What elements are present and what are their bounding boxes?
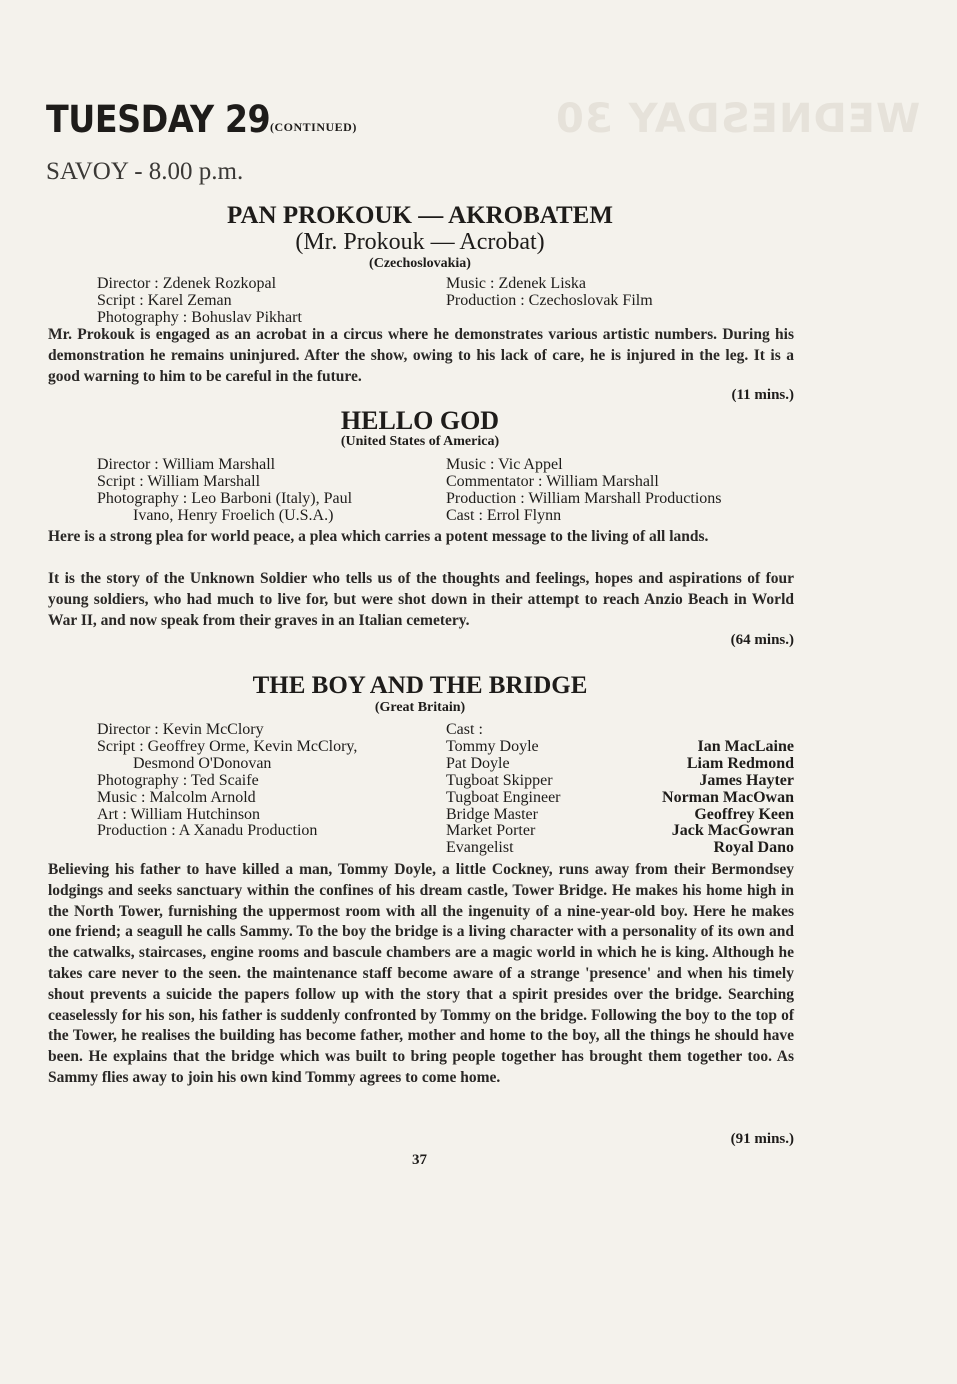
credit-director: Director : Kevin McClory — [97, 721, 264, 738]
credit-music: Music : Zdenek Liska — [446, 275, 586, 292]
day-heading — [46, 98, 357, 141]
film-duration: (11 mins.) — [731, 387, 794, 403]
credit-music: Music : Malcolm Arnold — [97, 789, 256, 806]
show-through-text: WEDNESDAY 30 — [555, 96, 921, 142]
cast-role: Bridge Master — [446, 806, 538, 823]
credit-photography: Photography : Leo Barboni (Italy), Paul — [97, 490, 353, 507]
film-subtitle: (Mr. Prokouk — Acrobat) — [295, 229, 545, 255]
credit-photography-cont: Ivano, Henry Froelich (U.S.A.) — [133, 507, 334, 524]
film-title: HELLO GOD — [340, 406, 500, 435]
credit-script: Script : Geoffrey Orme, Kevin McClory, — [97, 738, 358, 755]
credit-production: Production : William Marshall Productions — [446, 490, 722, 507]
venue-time: SAVOY - 8.00 p.m. — [46, 158, 244, 185]
credit-music: Music : Vic Appel — [446, 456, 563, 473]
day-title: TUESDAY 29 — [46, 98, 271, 141]
cast-role: Evangelist — [446, 839, 514, 856]
cast-actor: Norman MacOwan — [662, 789, 794, 806]
film-synopsis: Mr. Prokouk is engaged as an acrobat in a circus where he demonstrates various artistic numbers. During his demonstration he remains uninjured. After the show, owing to his lack of care, he is injured in the leg. It is a good warning to him to be careful in the future. — [48, 326, 794, 385]
film-country: (United States of America) — [340, 434, 500, 449]
cast-role: Market Porter — [446, 822, 536, 839]
cast-actor: Liam Redmond — [686, 755, 794, 772]
credit-production: Production : Czechoslovak Film — [446, 292, 653, 309]
credit-cast: Cast : Errol Flynn — [446, 507, 562, 524]
page-number: 37 — [412, 1152, 427, 1168]
credit-photography: Photography : Ted Scaife — [97, 772, 259, 789]
film-duration: (91 mins.) — [730, 1131, 794, 1147]
credit-director: Director : William Marshall — [97, 456, 276, 473]
cast-actor: Geoffrey Keen — [694, 806, 794, 823]
cast-actor: Ian MacLaine — [697, 738, 794, 755]
credit-director: Director : Zdenek Rozkopal — [97, 275, 277, 292]
film-title: THE BOY AND THE BRIDGE — [252, 672, 588, 699]
credit-script: Script : William Marshall — [97, 473, 261, 490]
film-duration: (64 mins.) — [730, 632, 794, 648]
film-synopsis: Believing his father to have killed a man, Tommy Doyle, a little Cockney, runs away from their Bermondsey lodgings and seeks sanctuary within the confines of his dream castle, Tower Bridge. He makes his home high in the North Tower, furnishing the uppermost room with all the ingenuity of a nine-year-old boy. Here he makes one friend; a seagull he calls Sammy. To the boy the bridge is a living character with a personality of its own and the catwalks, staircases, engine rooms and bascule chambers are a magic world in which he is king. Although he takes care never to the seen. the maintenance staff become aware of a strange 'presence' and when his timely shout prevents a suicide the papers follow up with the story that a spirit presides over the bridge. Searching ceaselessly for his son, his father is suddenly confronted by Tommy on the bridge. Following the boy to the top of the Tower, he realises the building has become father, mother and home to the boy, all the things he should have been. He explains that the bridge which was built to bring people together has brought them together too. As Sammy flies away to join his own kind Tommy agrees to come home. — [48, 861, 794, 1086]
cast-role: Tommy Doyle — [446, 738, 539, 755]
credit-script: Script : Karel Zeman — [97, 292, 232, 309]
credit-commentator: Commentator : William Marshall — [446, 473, 659, 490]
cast-label: Cast : — [446, 721, 483, 738]
film-country: (Czechoslovakia) — [369, 256, 471, 271]
cast-actor: Royal Dano — [713, 839, 794, 856]
cast-actor: James Hayter — [699, 772, 794, 789]
cast-role: Pat Doyle — [446, 755, 510, 772]
credit-production: Production : A Xanadu Production — [97, 822, 318, 839]
cast-role: Tugboat Skipper — [446, 772, 553, 789]
continued-label: (CONTINUED) — [270, 120, 357, 134]
film-synopsis: Here is a strong plea for world peace, a plea which carries a potent message to the living of all lands. — [48, 528, 709, 545]
film-country: (Great Britain) — [374, 700, 466, 715]
film-title: PAN PROKOUK — AKROBATEM — [227, 202, 613, 229]
film-synopsis: It is the story of the Unknown Soldier who tells us of the thoughts and feelings, hopes and aspirations of four young soldiers, who had much to live for, but were shot down in their attempt to reach Anzio Beach in World War II, and now speak from their graves in an Italian cemetery. — [48, 570, 794, 629]
credit-script-cont: Desmond O'Donovan — [133, 755, 272, 772]
credit-art: Art : William Hutchinson — [97, 806, 261, 823]
cast-actor: Jack MacGowran — [671, 822, 794, 839]
cast-role: Tugboat Engineer — [446, 789, 561, 806]
credit-photography: Photography : Bohuslav Pikhart — [97, 309, 302, 326]
